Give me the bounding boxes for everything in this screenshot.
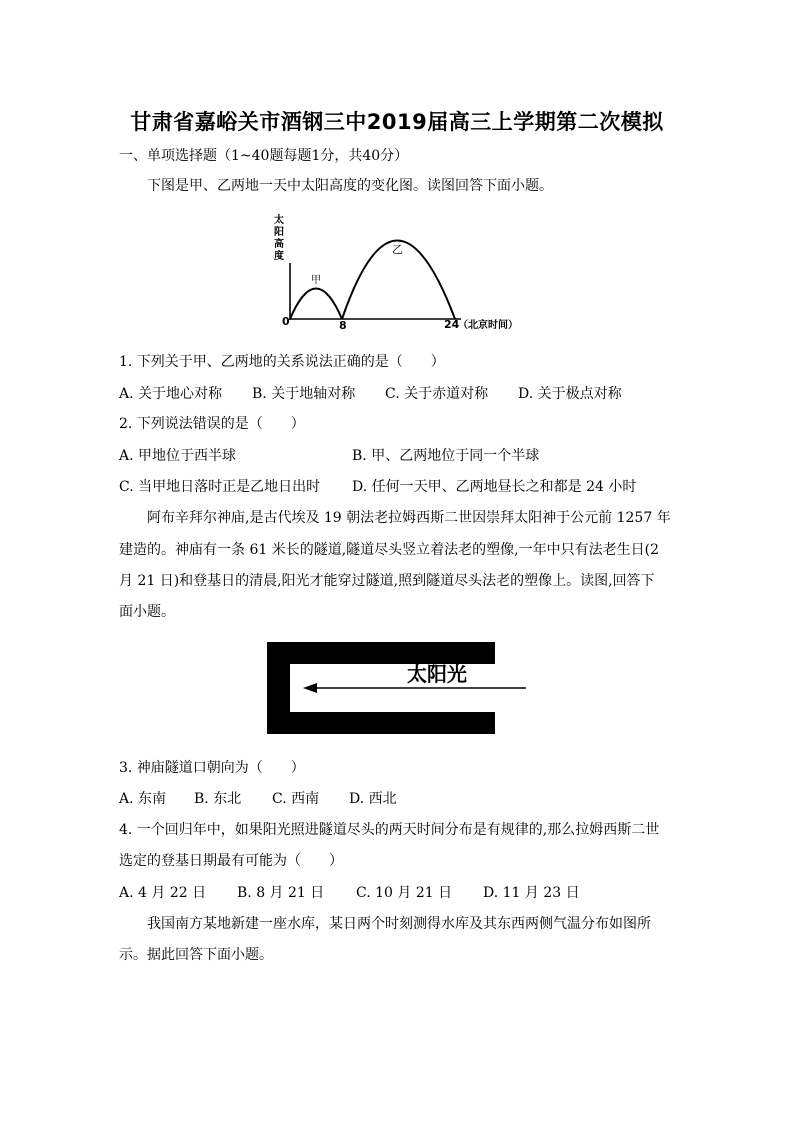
curve-jia [290,289,342,320]
x-axis-label: （北京时间） [458,320,518,331]
question-4-stem-line-2: 选定的登基日期最有可能为（ ） [119,853,343,869]
sunlight-label: 太阳光 [407,662,467,686]
curve-jia-label: 甲 [311,275,321,286]
question-4-stem-line-1: 4. 一个回归年中，如果阳光照进隧道尽头的两天时间分布是有规律的,那么拉姆西斯二世 [119,822,660,838]
question-2-option-a: A. 甲地位于西半球 [119,448,237,464]
passage-3-line-1: 我国南方某地新建一座水库，某日两个时刻测得水库及其东西两侧气温分布如图所 [147,916,651,932]
y-axis-label-char: 高 [274,239,284,250]
curve-yi-label: 乙 [392,243,403,256]
question-1-option-d: D. 关于极点对称 [518,386,622,402]
question-4-option-a: A. 4 月 22 日 [119,885,207,901]
passage-3-line-2: 示。据此回答下面小题。 [119,947,273,963]
solar-altitude-figure [268,208,538,334]
arrow-left-icon [303,683,317,693]
passage-2-line-1: 阿布辛拜尔神庙,是古代埃及 19 朝法老拉姆西斯二世因崇拜太阳神于公元前 1257 年 [147,510,671,526]
passage-2-line-4: 面小题。 [119,604,175,620]
question-3-stem: 3. 神庙隧道口朝向为（ ） [119,760,305,776]
tick-label-8: 8 [339,319,347,332]
question-3-option-b: B. 东北 [194,791,242,807]
y-axis-label [274,213,284,262]
question-3-option-d: D. 西北 [349,791,397,807]
question-1-option-b: B. 关于地轴对称 [252,386,356,402]
question-3-option-a: A. 东南 [119,791,167,807]
question-2-option-d: D. 任何一天甲、乙两地昼长之和都是 24 小时 [352,479,637,495]
tick-label-0: 0 [282,315,290,328]
tunnel-figure [265,640,540,736]
question-4-option-b: B. 8 月 21 日 [237,885,325,901]
section-heading: 一、单项选择题（1~40题每题1分，共40分） [119,148,409,164]
question-2-option-c: C. 当甲地日落时正是乙地日出时 [119,479,321,495]
page-title: 甘肃省嘉峪关市酒钢三中2019届高三上学期第二次模拟 [130,110,664,134]
question-2-option-b: B. 甲、乙两地位于同一个半球 [352,448,540,464]
question-4-option-c: C. 10 月 21 日 [356,885,453,901]
intro-text: 下图是甲、乙两地一天中太阳高度的变化图。读图回答下面小题。 [147,178,553,194]
question-1-option-a: A. 关于地心对称 [119,386,223,402]
passage-2-line-2: 建造的。神庙有一条 61 米长的隧道,隧道尽头竖立着法老的塑像,一年中只有法老生日(2 [119,542,659,558]
question-1-option-c: C. 关于赤道对称 [385,386,489,402]
question-3-option-c: C. 西南 [272,791,320,807]
question-2-stem: 2. 下列说法错误的是（ ） [119,416,305,432]
passage-2-line-3: 月 21 日)和登基日的清晨,阳光才能穿过隧道,照到隧道尽头法老的塑像上。读图,回答下 [119,573,655,589]
y-axis-label-char: 太 [274,215,284,226]
question-4-option-d: D. 11 月 23 日 [483,885,580,901]
y-axis-label-char: 度 [274,251,284,262]
y-axis-label-char: 阳 [274,227,284,238]
question-1-stem: 1. 下列关于甲、乙两地的关系说法正确的是（ ） [119,354,445,370]
tick-label-24: 24 [444,318,460,331]
